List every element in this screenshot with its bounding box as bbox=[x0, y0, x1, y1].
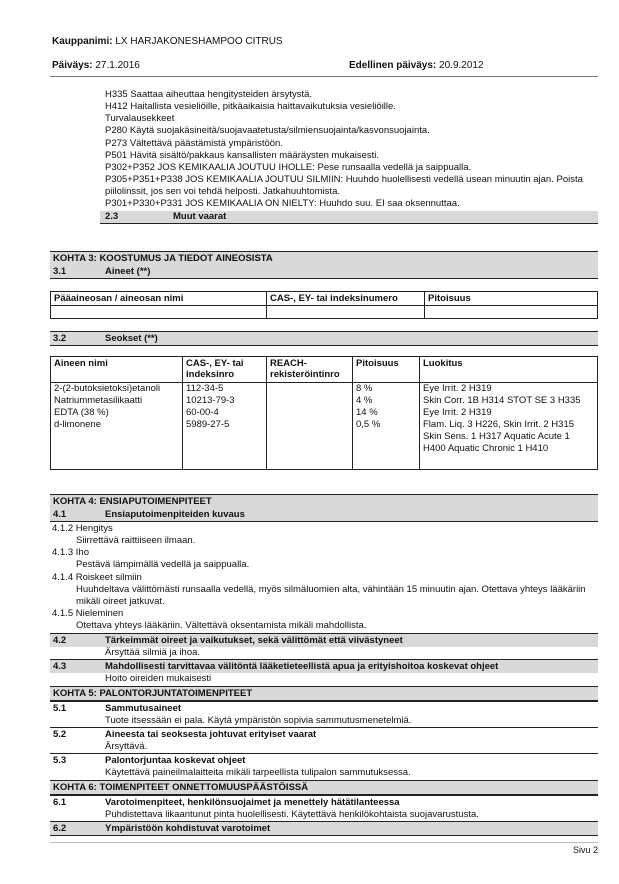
col-header: CAS-, EY- tai indeksinumero bbox=[267, 292, 425, 306]
subtext: Huuhdeltava välittömästi runsaalla vedellä, myös silmäluomien alta, vähintään 15 minuutin ajan. Otettava yhteys lääkäriin mikäli oireet jatkuvat. bbox=[76, 584, 586, 607]
section-text: Käytettävä paineilmalaitteita mikäli tarpeellista tulipalon sammutuksessa. bbox=[105, 767, 411, 778]
kohta-3-header bbox=[50, 251, 598, 266]
footer-divider bbox=[50, 842, 598, 843]
subtext: Siirrettävä raittiiseen ilmaan. bbox=[76, 535, 196, 546]
section-4-3 bbox=[50, 659, 598, 673]
hazard-line: P305+P351+P338 JOS KEMIKAALIA JOUTUU SILMIIN: Huuhdo huolellisesti vedellä usean minuutin ajan. Poista piilolinssit, jos sen voi tehdä helposti. Jatkahuuhtomista. bbox=[105, 174, 583, 197]
table-cell bbox=[267, 306, 425, 319]
section-number: 2.3 bbox=[105, 211, 119, 222]
col-header: Pitoisuus bbox=[425, 292, 598, 306]
section-number: 5.2 bbox=[53, 729, 67, 740]
mixtures-table bbox=[50, 356, 598, 470]
hazard-line: H412 Haitallista vesieliöille, pitkäaikaisia haittavaikutuksia vesieliöille. bbox=[105, 101, 396, 112]
table-cell bbox=[267, 407, 353, 419]
table-row bbox=[51, 395, 598, 407]
table-row bbox=[51, 419, 598, 469]
hazard-line: P501 Hävitä sisältö/pakkaus kansallisten määräysten mukaisesti. bbox=[105, 150, 380, 161]
section-number: 4.3 bbox=[53, 661, 67, 672]
kohta-4-header bbox=[50, 494, 598, 509]
table-cell: 2-(2-butoksietoksi)etanoli bbox=[51, 383, 183, 396]
section-6-1 bbox=[50, 795, 598, 809]
hazard-line: P301+P330+P331 JOS KEMIKAALIA ON NIELTY: Huuhdo suu. EI saa oksennuttaa. bbox=[105, 198, 460, 209]
table-cell: d-limonene bbox=[51, 419, 183, 469]
section-number: 4.2 bbox=[53, 635, 67, 646]
table-cell bbox=[51, 306, 267, 319]
section-number: 5.3 bbox=[53, 755, 67, 766]
section-6-2 bbox=[50, 821, 598, 836]
section-title: Tärkeimmät oireet ja vaikutukset, sekä välittömät että viivästyneet bbox=[105, 635, 403, 646]
section-number: 4.1 bbox=[53, 509, 67, 520]
table-row bbox=[51, 383, 598, 396]
col-header: CAS-, EY- tai indeksinro bbox=[183, 357, 267, 383]
section-title: Varotoimenpiteet, henkilönsuojaimet ja menettely hätätilanteessa bbox=[105, 797, 400, 808]
prev-date-value: 20.9.2012 bbox=[439, 60, 484, 71]
product-name: LX HARJAKONESHAMPOO CITRUS bbox=[115, 36, 283, 47]
table-cell: 5989-27-5 bbox=[183, 419, 267, 469]
date-label: Päiväys: bbox=[52, 60, 93, 71]
table-cell bbox=[267, 383, 353, 396]
col-header: Aineen nimi bbox=[51, 357, 183, 383]
hazard-line: Turvalausekkeet bbox=[105, 113, 175, 124]
prev-date-line bbox=[349, 60, 484, 71]
table-cell: 4 % bbox=[353, 395, 420, 407]
col-header: REACH-rekisteröintinro bbox=[267, 357, 353, 383]
table-cell: 8 % bbox=[353, 383, 420, 396]
subheading: 4.1.3 Iho bbox=[52, 547, 89, 558]
date-line bbox=[52, 60, 140, 71]
section-number: 3.1 bbox=[53, 266, 67, 277]
section-4-1 bbox=[50, 508, 598, 522]
section-title: Sammutusaineet bbox=[105, 703, 182, 714]
section-title: Aineesta tai seoksesta johtuvat erityiset vaarat bbox=[105, 729, 317, 740]
section-number: 5.1 bbox=[53, 703, 67, 714]
substances-table bbox=[50, 291, 598, 319]
table-cell: Eye Irrit. 2 H319 bbox=[420, 407, 598, 419]
table-cell: Natriummetasilikaatti bbox=[51, 395, 183, 407]
table-cell: 60-00-4 bbox=[183, 407, 267, 419]
product-label: Kauppanimi: bbox=[52, 36, 113, 47]
section-4-2 bbox=[50, 633, 598, 647]
hazard-line: P302+P352 JOS KEMIKAALIA JOUTUU IHOLLE: Pese runsaalla vedellä ja saippualla. bbox=[105, 162, 472, 173]
section-title: Ympäristöön kohdistuvat varotoimet bbox=[105, 823, 271, 834]
table-cell: Eye Irrit. 2 H319 bbox=[420, 383, 598, 396]
section-title: Aineet (**) bbox=[105, 266, 151, 277]
table-cell: 0,5 % bbox=[353, 419, 420, 469]
table-cell bbox=[267, 419, 353, 469]
section-title: Seokset (**) bbox=[105, 333, 158, 344]
section-3-1 bbox=[50, 265, 598, 279]
product-line bbox=[52, 36, 283, 47]
kohta-6-title: KOHTA 6: TOIMENPITEET ONNETTOMUUSPÄÄSTÖISSÄ bbox=[53, 782, 309, 793]
subtext: Pestävä lämpimällä vedellä ja saippualla. bbox=[76, 559, 250, 570]
hazard-line: P280 Käytä suojakäsineitä/suojavaatetusta/silmiensuojainta/kasvonsuojainta. bbox=[105, 125, 430, 136]
kohta-5-title: KOHTA 5: PALONTORJUNTATOIMENPITEET bbox=[53, 688, 253, 699]
kohta-4-title: KOHTA 4: ENSIAPUTOIMENPITEET bbox=[53, 496, 212, 507]
prev-date-label: Edellinen päiväys: bbox=[349, 60, 437, 71]
table-cell: 10213-79-3 bbox=[183, 395, 267, 407]
section-5-2 bbox=[50, 727, 598, 741]
subtext: Otettava yhteys lääkäriin. Vältettävä oksentamista mikäli mahdollista. bbox=[76, 620, 367, 631]
table-cell: EDTA (38 %) bbox=[51, 407, 183, 419]
hazard-line: P273 Vältettävä päästämistä ympäristöön. bbox=[105, 138, 283, 149]
subheading: 4.1.4 Roiskeet silmiin bbox=[52, 572, 142, 583]
section-text: Ärsyttää silmiä ja ihoa. bbox=[105, 647, 201, 658]
subheading: 4.1.5 Nieleminen bbox=[52, 608, 124, 619]
kohta-3-title: KOHTA 3: KOOSTUMUS JA TIEDOT AINEOSISTA bbox=[53, 253, 273, 264]
section-title: Muut vaarat bbox=[173, 211, 227, 222]
section-title: Mahdollisesti tarvittavaa välitöntä lääketieteellistä apua ja erityishoitoa koskevat ohjeet bbox=[105, 661, 499, 672]
section-3-2 bbox=[50, 331, 598, 346]
date-value: 27.1.2016 bbox=[95, 60, 140, 71]
section-number: 6.1 bbox=[53, 797, 67, 808]
table-cell: Flam. Liq. 3 H226, Skin Irrit. 2 H315 Skin Sens. 1 H317 Aquatic Acute 1 H400 Aquatic Chronic 1 H410 bbox=[420, 419, 598, 469]
table-row bbox=[51, 407, 598, 419]
section-title: Ensiaputoimenpiteiden kuvaus bbox=[105, 509, 245, 520]
table-cell: 14 % bbox=[353, 407, 420, 419]
section-2-3 bbox=[100, 211, 598, 224]
section-text: Hoito oireiden mukaisesti bbox=[105, 673, 212, 684]
section-text: Ärsyttävä. bbox=[105, 741, 148, 752]
header-divider bbox=[50, 76, 598, 77]
table-cell: 112-34-5 bbox=[183, 383, 267, 396]
col-header: Luokitus bbox=[420, 357, 598, 383]
section-title: Palontorjuntaa koskevat ohjeet bbox=[105, 755, 246, 766]
kohta-5-header bbox=[50, 686, 598, 701]
section-text: Puhdistettava likaantunut pinta huolellisesti. Käytettävä henkilökohtaista suojavarustusta. bbox=[105, 809, 479, 820]
kohta-6-header bbox=[50, 780, 598, 795]
page-number: Sivu 2 bbox=[572, 845, 598, 855]
col-header: Pitoisuus bbox=[353, 357, 420, 383]
section-5-1 bbox=[50, 701, 598, 715]
section-number: 3.2 bbox=[53, 333, 67, 344]
subheading: 4.1.2 Hengitys bbox=[52, 523, 113, 534]
section-number: 6.2 bbox=[53, 823, 67, 834]
table-cell bbox=[267, 395, 353, 407]
table-cell bbox=[425, 306, 598, 319]
table-cell: Skin Corr. 1B H314 STOT SE 3 H335 bbox=[420, 395, 598, 407]
hazard-line: H335 Saattaa aiheuttaa hengitysteiden ärsytystä. bbox=[105, 89, 313, 100]
section-text: Tuote itsessään ei pala. Käytä ympäristön sopivia sammutusmenetelmiä. bbox=[105, 715, 412, 726]
col-header: Pääaineosan / aineosan nimi bbox=[51, 292, 267, 306]
section-5-3 bbox=[50, 753, 598, 767]
